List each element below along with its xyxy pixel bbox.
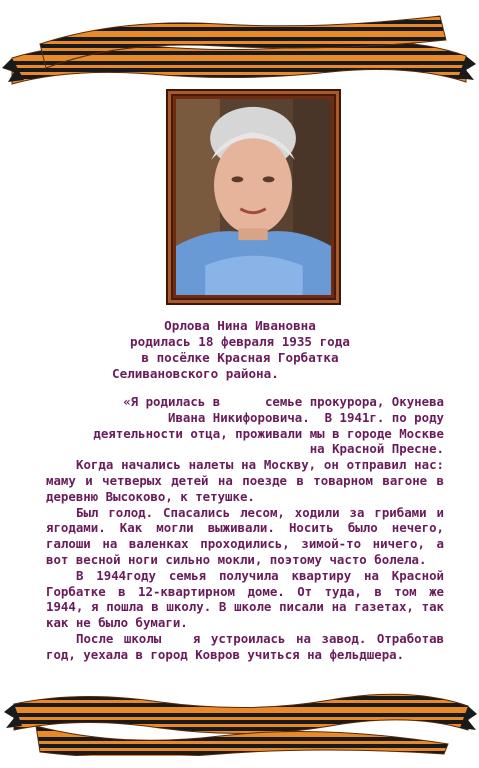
story-paragraph-2: Когда начались налеты на Москву, он отправил нас: маму и четверых детей на поезде в товарном вагоне в деревню Высоково, к тетушке. xyxy=(46,457,444,504)
caption-birth-place: в посёлке Красная Горбатка xyxy=(141,350,339,365)
elderly-woman-portrait xyxy=(176,99,331,295)
story-paragraph-3: Был голод. Спасались лесом, ходили за грибами и ягодами. Как могли выживали. Носить было нечего, галоши на валенках проходились, зимой-то ничего, а вот весной ноги сильно мокли, поэтому часто болела. xyxy=(46,504,444,567)
story-paragraph-1a: «Я родилась в семье прокурора, Окунева xyxy=(123,394,444,409)
caption xyxy=(40,318,440,382)
caption-district: Селивановского района. xyxy=(112,366,279,381)
caption-name: Орлова Нина Ивановна xyxy=(164,318,316,333)
story-paragraph-4: В 1944году семья получила квартиру на Красной Горбатке в 12-квартирном доме. От туда, в том же 1944, я пошла в школу. В школе писали на газетах, так как не было бумаги. xyxy=(46,567,444,631)
story-paragraph-1d: на Красной Пресне. xyxy=(309,441,444,457)
story-paragraph-1c: деятельности отца, проживали мы в городе Москве xyxy=(93,425,444,441)
story-text xyxy=(46,394,452,663)
st-george-ribbon-bottom xyxy=(0,686,479,756)
portrait-frame xyxy=(166,89,341,305)
caption-birth-date: родилась 18 февраля 1935 года xyxy=(130,334,350,349)
portrait-photo xyxy=(176,99,331,295)
story-paragraph-5: После школы я устроилась на завод. Отработав год, уехала в город Ковров учиться на фельдшера. xyxy=(46,630,452,662)
st-george-ribbon-top xyxy=(0,10,479,85)
story-paragraph-1b: Ивана Никифоровича. В 1941г. по роду xyxy=(167,409,444,425)
